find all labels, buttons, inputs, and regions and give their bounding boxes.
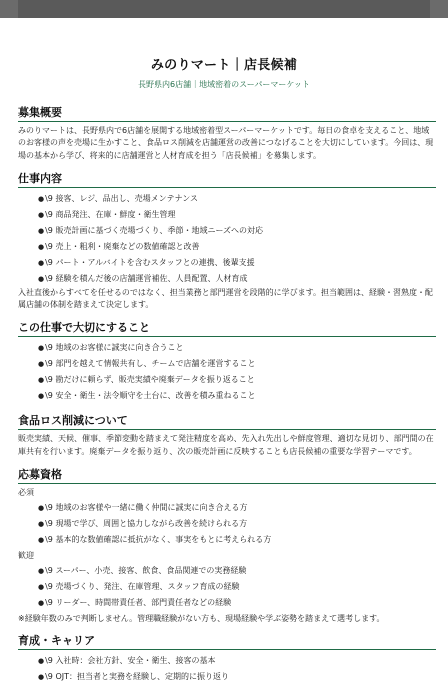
bullet-marker: \9 [45, 391, 53, 401]
bullet-marker: \9 [45, 209, 53, 219]
bullet-marker: \9 [45, 519, 53, 529]
list-item-text: 売場づくり、発注、在庫管理、スタッフ育成の経験 [55, 582, 240, 592]
bullet-icon: ● [38, 194, 45, 203]
list-item-text: スーパー、小売、接客、飲食、食品関連での実務経験 [55, 566, 247, 576]
bullet-icon: ● [38, 360, 45, 369]
list-item-text: 販売計画に基づく売場づくり、季節・地域ニーズへの対応 [55, 225, 264, 235]
bullet-icon: ● [38, 392, 45, 401]
bullet-icon: ● [38, 657, 45, 666]
qualifications-note: ※経験年数のみで判断しません。管理職経験がない方も、現場経験や学ぶ姿勢を踏まえて選考します。 [18, 614, 385, 624]
list-item-text: パート・アルバイトを含むスタッフとの連携、後輩支援 [55, 257, 255, 267]
job-posting [0, 104, 448, 685]
list-item-text: 基本的な数値確認に抵抗がなく、事実をもとに考えられる方 [55, 535, 272, 545]
bullet-icon: ● [38, 504, 45, 513]
list-item [38, 532, 436, 548]
list-item-text: 入社時：会社方針、安全・衛生、接客の基本 [55, 656, 216, 666]
bullet-icon: ● [38, 673, 45, 682]
section-heading-qualifications: 応募資格 [18, 466, 436, 484]
list-item [38, 516, 436, 532]
bullet-icon: ● [38, 567, 45, 576]
list-item [38, 669, 436, 685]
list-item-text: 地域のお客様や一緒に働く仲間に誠実に向き合える方 [55, 503, 248, 513]
list-item-text: 接客、レジ、品出し、売場メンテナンス [55, 193, 198, 203]
bullet-marker: \9 [45, 273, 53, 283]
bullet-marker: \9 [45, 503, 53, 513]
list-item-text: 地域のお客様に誠実に向き合うこと [55, 343, 184, 353]
bullet-icon: ● [38, 274, 45, 283]
bullet-marker: \9 [45, 241, 53, 251]
bullet-marker: \9 [45, 257, 53, 267]
list-item [38, 223, 436, 239]
list-item [38, 563, 436, 579]
bullet-icon: ● [38, 210, 45, 219]
section-heading-work: 仕事内容 [18, 170, 436, 188]
section-heading-values: この仕事で大切にすること [18, 319, 436, 337]
bullet-icon: ● [38, 583, 45, 592]
bullet-icon: ● [38, 242, 45, 251]
section-heading-overview: 募集概要 [18, 104, 436, 122]
foodloss-text: 販売実績、天候、催事、季節変動を踏まえて発注精度を高め、先入れ先出しや鮮度管理、適切な見切り、部門間の在庫共有を行います。廃棄データを振り返り、次の販売計画に反映することも店長候補の重要な学習テーマです。 [18, 434, 434, 456]
page-subtitle: 長野県内6店舗｜地域密着のスーパーマーケット [138, 80, 310, 89]
bullet-icon: ● [38, 344, 45, 353]
values-list [18, 340, 436, 404]
bullet-marker: \9 [45, 535, 53, 545]
required-label: 必須 [18, 488, 34, 498]
bullet-marker: \9 [45, 566, 53, 576]
list-item [38, 595, 436, 611]
list-item-text: 売上・粗利・廃棄などの数値確認と改善 [55, 241, 200, 251]
bullet-icon: ● [38, 376, 45, 385]
bullet-icon: ● [38, 226, 45, 235]
overview-text: みのりマートは、長野県内で6店舗を展開する地域密着型スーパーマーケットです。毎日の食卓を支えること、地域のお客様の声を売場に生かすこと、食品ロス削減を店舗運営の改善につなげることを大切にしています。今回は、現場の基本から学び、将来的に店舗運営と人材育成を担う「店長候補」を募集します。 [18, 126, 434, 160]
bullet-marker: \9 [45, 193, 53, 203]
list-item [38, 579, 436, 595]
list-item [38, 372, 436, 388]
list-item [38, 340, 436, 356]
list-item-text: リーダー、時間帯責任者、部門責任者などの経験 [55, 598, 232, 608]
training-list [18, 653, 436, 685]
list-item-text: 商品発注、在庫・鮮度・衛生管理 [55, 209, 176, 219]
welcome-label: 歓迎 [18, 551, 34, 561]
list-item-text: 現場で学び、周囲と協力しながら改善を続けられる方 [55, 519, 248, 529]
section-heading-foodloss: 食品ロス削減について [18, 412, 436, 430]
bullet-icon: ● [38, 599, 45, 608]
bullet-marker: \9 [45, 656, 53, 666]
work-list [18, 191, 436, 287]
bullet-marker: \9 [45, 343, 53, 353]
list-item [38, 255, 436, 271]
bullet-marker: \9 [45, 375, 53, 385]
list-item-text: 経験を積んだ後の店舗運営補佐、人員配置、人材育成 [55, 273, 248, 283]
list-item [38, 500, 436, 516]
required-list [18, 500, 436, 548]
bullet-marker: \9 [45, 359, 53, 369]
top-bar-inner [18, 0, 430, 18]
list-item [38, 388, 436, 404]
work-note: 入社直後からすべてを任せるのではなく、担当業務と部門運営を段階的に学びます。担当範囲は、経験・習熟度・配属店舗の体制を踏まえて決定します。 [18, 287, 434, 310]
bullet-icon: ● [38, 536, 45, 545]
bullet-marker: \9 [45, 582, 53, 592]
bullet-marker: \9 [45, 672, 53, 682]
bullet-marker: \9 [45, 598, 53, 608]
bullet-icon: ● [38, 520, 45, 529]
welcome-list [18, 563, 436, 611]
bullet-marker: \9 [45, 225, 53, 235]
list-item [38, 653, 436, 669]
list-item [38, 271, 436, 287]
page-title: みのりマート｜店長候補 [150, 58, 298, 73]
section-heading-training: 育成・キャリア [18, 632, 436, 650]
list-item-text: 勘だけに頼らず、販売実績や廃棄データを振り返ること [55, 375, 255, 385]
list-item [38, 356, 436, 372]
list-item-text: 部門を越えて情報共有し、チームで店舗を運営すること [55, 359, 256, 369]
list-item [38, 239, 436, 255]
bullet-icon: ● [38, 258, 45, 267]
list-item [38, 207, 436, 223]
list-item-text: 安全・衛生・法令順守を土台に、改善を積み重ねること [55, 391, 256, 401]
list-item [38, 191, 436, 207]
page-header [0, 54, 448, 90]
top-bar [0, 0, 448, 18]
list-item-text: OJT：担当者と実務を経験し、定期的に振り返り [55, 672, 229, 682]
